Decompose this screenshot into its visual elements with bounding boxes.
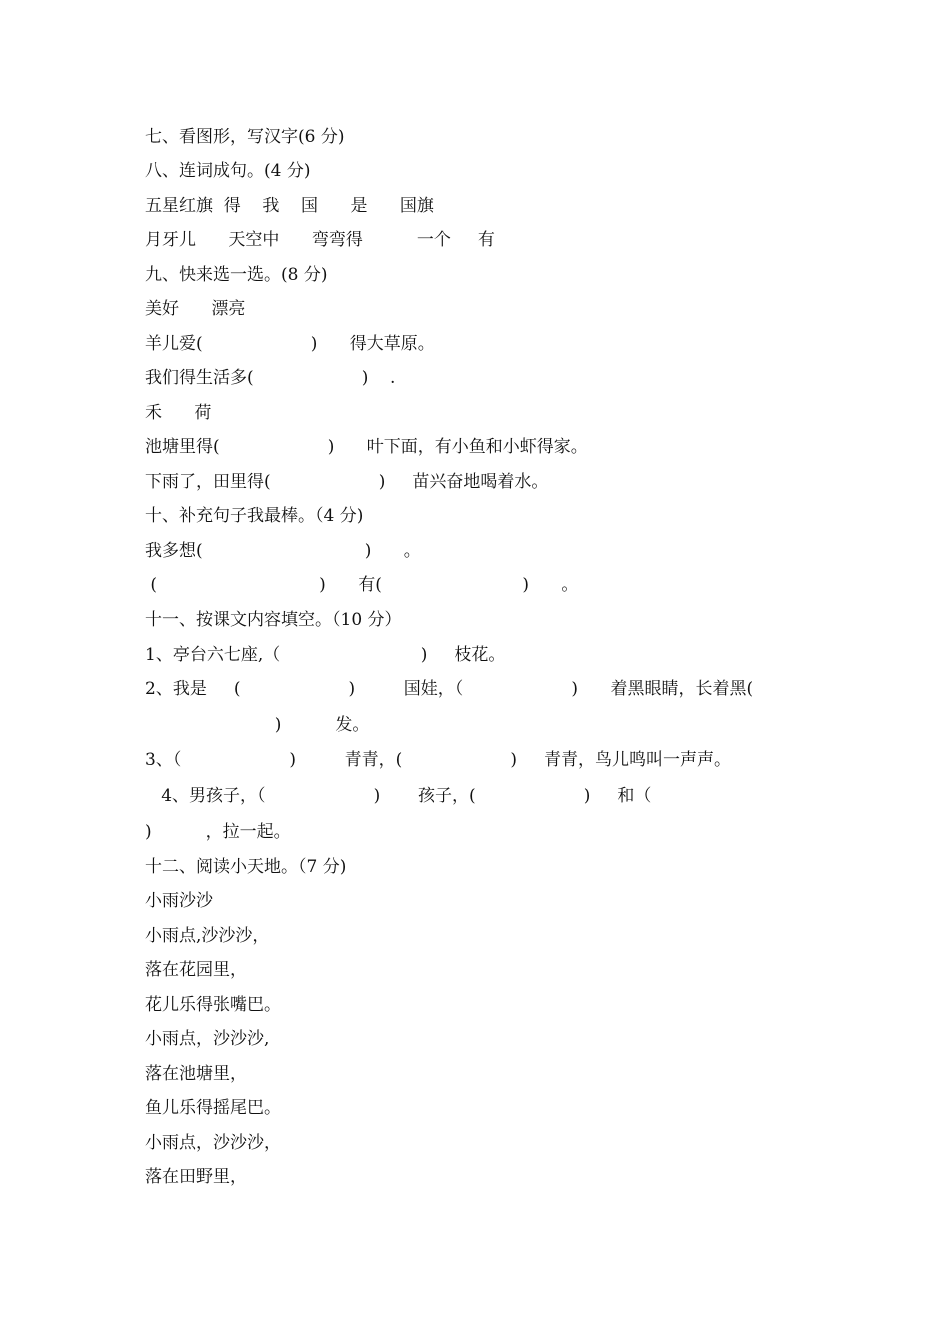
poem-line: 鱼儿乐得摇尾巴。 <box>145 1098 281 1118</box>
section-7-heading: 七、看图形，写汉字(6 分) <box>145 127 345 147</box>
word-group-line: 月牙儿 天空中 弯弯得 一个 有 <box>145 230 495 250</box>
fill-blank-line: 3、（ ) 青青，( ) 青青，鸟儿鸣叫一声声。 <box>145 750 732 770</box>
poem-title: 小雨沙沙 <box>145 891 213 911</box>
fill-blank-line: 我们得生活多( ) . <box>145 368 396 388</box>
section-10-heading: 十、补充句子我最棒。（4 分) <box>145 506 364 526</box>
poem-line: 小雨点，沙沙沙， <box>145 1133 281 1153</box>
fill-blank-line: 羊儿爱( ) 得大草原。 <box>145 334 435 354</box>
word-choice-line: 美好 漂亮 <box>145 299 246 319</box>
fill-blank-line: 2、我是 ( ) 国娃，（ ) 着黑眼睛，长着黑( <box>145 679 754 699</box>
section-12-heading: 十二、阅读小天地。（7 分) <box>145 857 347 877</box>
poem-line: 小雨点,沙沙沙， <box>145 926 270 946</box>
fill-blank-line: 下雨了，田里得( ) 苗兴奋地喝着水。 <box>145 472 549 492</box>
fill-blank-line: 我多想( ) 。 <box>145 541 421 561</box>
section-9-heading: 九、快来选一选。(8 分) <box>145 265 328 285</box>
section-8-heading: 八、连词成句。(4 分) <box>145 161 311 181</box>
section-11-heading: 十一、按课文内容填空。（10 分） <box>145 610 402 630</box>
fill-blank-line: ( ) 有( ) 。 <box>145 575 579 595</box>
poem-line: 花儿乐得张嘴巴。 <box>145 995 281 1015</box>
poem-line: 落在池塘里， <box>145 1064 247 1084</box>
fill-blank-line: 4、男孩子，（ ) 孩子，( ) 和（ <box>145 786 652 806</box>
word-group-line: 五星红旗 得 我 国 是 国旗 <box>145 196 434 216</box>
poem-line: 落在田野里， <box>145 1167 247 1187</box>
poem-line: 落在花园里， <box>145 960 247 980</box>
fill-blank-line: ) 发。 <box>145 715 370 735</box>
fill-blank-line: 池塘里得( ) 叶下面，有小鱼和小虾得家。 <box>145 437 588 457</box>
word-choice-line: 禾 荷 <box>145 403 212 423</box>
fill-blank-line: 1、亭台六七座,（ ) 枝花。 <box>145 645 506 665</box>
fill-blank-line: ) ，拉一起。 <box>145 822 291 842</box>
poem-line: 小雨点，沙沙沙, <box>145 1029 270 1049</box>
